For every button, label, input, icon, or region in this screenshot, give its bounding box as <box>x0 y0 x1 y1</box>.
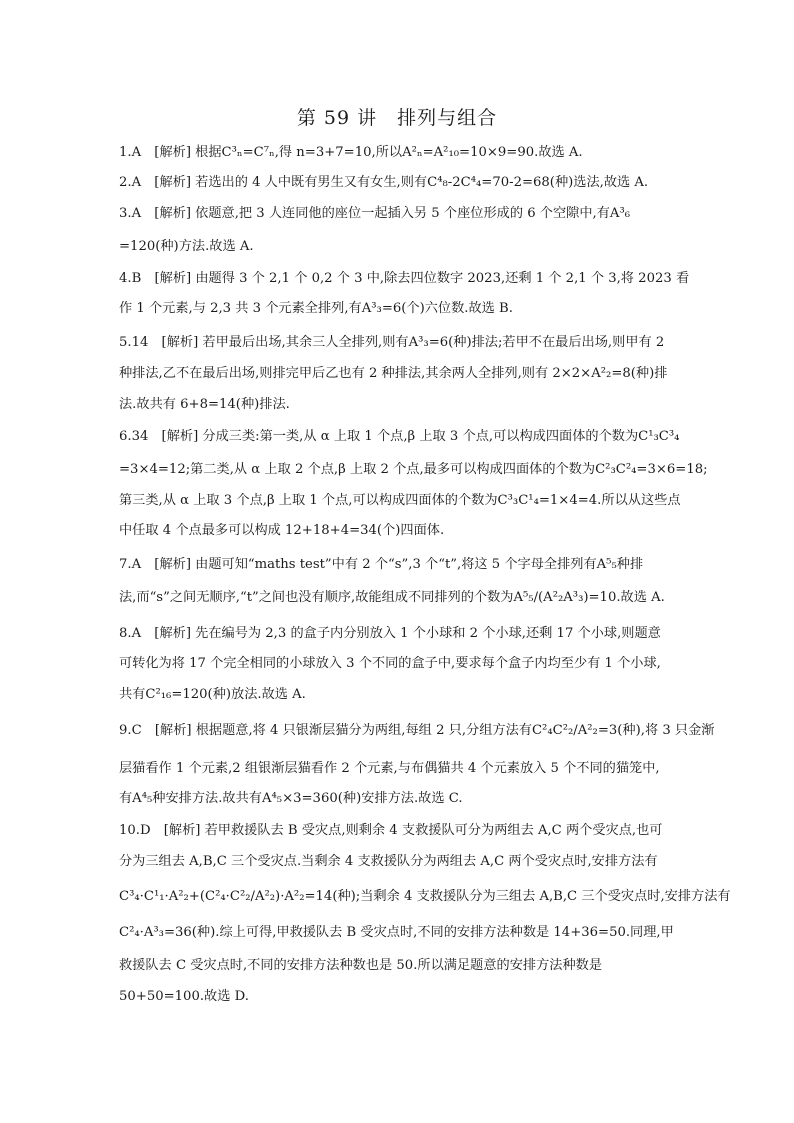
answer-5-line-2: 种排法,乙不在最后出场,则排完甲后乙也有 2 种排法,其余两人全排列,则有 2×2×A²₂=8(种)排 <box>119 366 668 381</box>
answer-5-line-1: 5.14 [解析] 若甲最后出场,其余三人全排列,则有A³₃=6(种)排法;若甲不在最后出场,则甲有 2 <box>119 335 665 350</box>
answer-9-line-3: 有A⁴₅种安排方法.故共有A⁴₅×3=360(种)安排方法.故选 C. <box>119 791 463 806</box>
answer-10-line-3: C³₄·C¹₁·A²₂+(C²₄·C²₂/A²₂)·A²₂=14(种);当剩余 4 支救援队分为三组去 A,B,C 三个受灾点时,安排方法有 <box>119 889 731 904</box>
answer-3-line-1: 3.A [解析] 依题意,把 3 人连同他的座位一起插入另 5 个座位形成的 6 个空隙中,有A³₆ <box>119 206 631 221</box>
answer-6-line-4: 中任取 4 个点最多可以构成 12+18+4=34(个)四面体. <box>119 523 445 538</box>
answer-6-line-3: 第三类,从 α 上取 3 个点,β 上取 1 个点,可以构成四面体的个数为C³₃C¹₄=1×4=4.所以从这些点 <box>119 493 681 508</box>
answer-9-line-1: 9.C [解析] 根据题意,将 4 只银渐层猫分为两组,每组 2 只,分组方法有C²₄C²₂/A²₂=3(种),将 3 只金渐 <box>119 723 715 738</box>
answer-6-line-2: =3×4=12;第二类,从 α 上取 2 个点,β 上取 2 个点,最多可以构成四面体的个数为C²₃C²₄=3×6=18; <box>119 462 708 477</box>
answer-8-line-1: 8.A [解析] 先在编号为 2,3 的盒子内分别放入 1 个小球和 2 个小球,还剩 17 个小球,则题意 <box>119 626 661 641</box>
answer-8-line-2: 可转化为将 17 个完全相同的小球放入 3 个不同的盒子中,要求每个盒子内均至少有 1 个小球, <box>119 656 661 671</box>
answer-10-line-4: C²₄·A³₃=36(种).综上可得,甲救援队去 B 受灾点时,不同的安排方法种数是 14+36=50.同理,甲 <box>119 925 674 940</box>
answer-4-line-1: 4.B [解析] 由题得 3 个 2,1 个 0,2 个 3 中,除去四位数字 2023,还剩 1 个 2,1 个 3,将 2023 看 <box>119 271 690 286</box>
answer-1-line-1: 1.A [解析] 根据C³ₙ=C⁷ₙ,得 n=3+7=10,所以A²ₙ=A²₁₀=10×9=90.故选 A. <box>119 145 583 160</box>
answer-10-line-5: 救援队去 C 受灾点时,不同的安排方法种数也是 50.所以满足题意的安排方法种数是 <box>119 958 603 973</box>
answer-3-line-2: =120(种)方法.故选 A. <box>119 239 254 254</box>
page-title: 第 59 讲 排列与组合 <box>296 107 498 129</box>
answer-4-line-2: 作 1 个元素,与 2,3 共 3 个元素全排列,有A³₃=6(个)六位数.故选 B. <box>119 301 513 316</box>
answer-10-line-2: 分为三组去 A,B,C 三个受灾点.当剩余 4 支救援队分为两组去 A,C 两个受灾点时,安排方法有 <box>119 854 658 869</box>
answer-10-line-6: 50+50=100.故选 D. <box>119 989 249 1004</box>
answer-7-line-1: 7.A [解析] 由题可知“maths test”中有 2 个“s”,3 个“t”,将这 5 个字母全排列有A⁵₅种排 <box>119 557 644 572</box>
answer-9-line-2: 层猫看作 1 个元素,2 组银渐层猫看作 2 个元素,与布偶猫共 4 个元素放入 5 个不同的猫笼中, <box>119 761 660 776</box>
answer-2-line-1: 2.A [解析] 若选出的 4 人中既有男生又有女生,则有C⁴₈-2C⁴₄=70-2=68(种)选法,故选 A. <box>119 175 649 190</box>
answer-10-line-1: 10.D [解析] 若甲救援队去 B 受灾点,则剩余 4 支救援队可分为两组去 A,C 两个受灾点,也可 <box>119 823 663 838</box>
answer-5-line-3: 法.故共有 6+8=14(种)排法. <box>119 397 290 412</box>
answer-8-line-3: 共有C²₁₆=120(种)放法.故选 A. <box>119 687 306 702</box>
answer-6-line-1: 6.34 [解析] 分成三类:第一类,从 α 上取 1 个点,β 上取 3 个点,可以构成四面体的个数为C¹₃C³₄ <box>119 429 680 444</box>
answer-7-line-2: 法,而“s”之间无顺序,“t”之间也没有顺序,故能组成不同排列的个数为A⁵₅/(A²₂A³₃)=10.故选 A. <box>119 590 665 605</box>
